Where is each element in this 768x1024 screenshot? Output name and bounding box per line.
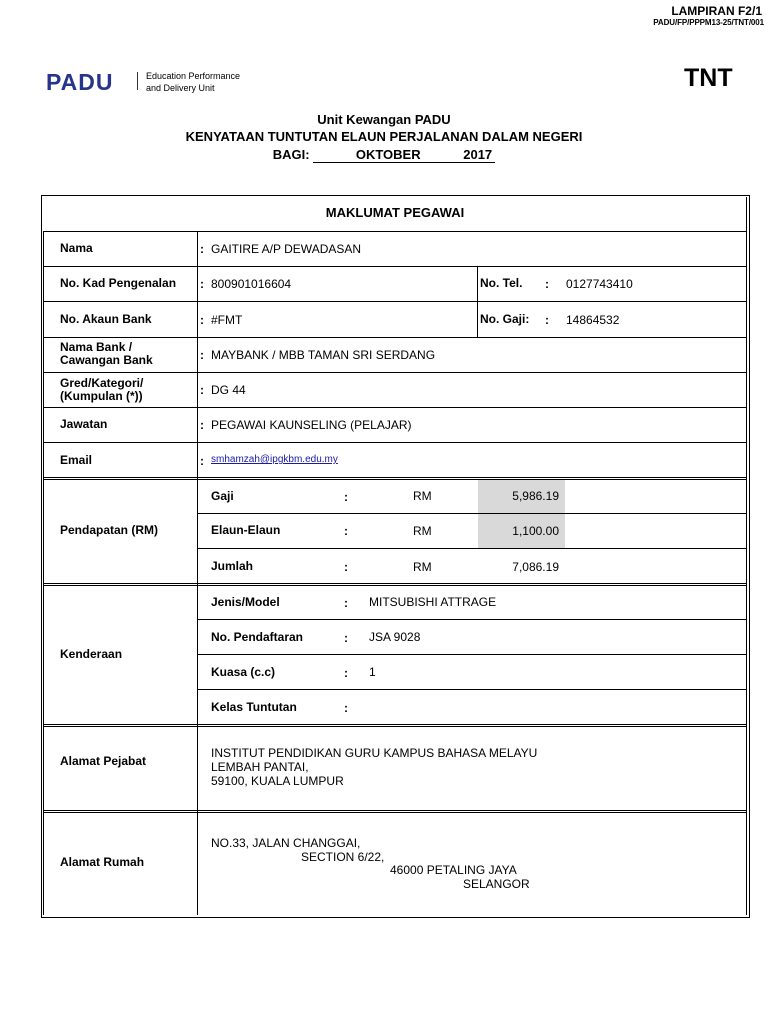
gaji-no-value: 14864532 (566, 313, 620, 327)
colon: : (200, 418, 204, 432)
colon: : (545, 313, 549, 327)
pendapatan-gaji-label: Gaji (211, 489, 234, 503)
currency-label: RM (413, 560, 432, 574)
column-divider (43, 231, 44, 915)
lampiran-label: LAMPIRAN F2/1 (671, 4, 762, 18)
colon: : (200, 454, 204, 468)
no-pendaftaran-label: No. Pendaftaran (211, 630, 304, 644)
bank-label-line1: Nama Bank / (60, 340, 133, 354)
pendapatan-jumlah-label: Jumlah (211, 559, 254, 573)
colon: : (344, 596, 348, 610)
colon: : (200, 313, 204, 327)
email-label: Email (60, 453, 93, 467)
nama-label: Nama (60, 241, 93, 255)
colon: : (344, 631, 348, 645)
jenis-model-label: Jenis/Model (211, 595, 280, 609)
kad-value: 800901016604 (211, 277, 292, 291)
alamat-rumah-label: Alamat Rumah (60, 855, 145, 869)
currency-label: RM (413, 489, 432, 503)
kad-label: No. Kad Pengenalan (60, 276, 177, 290)
colon: : (344, 524, 348, 538)
colon: : (200, 242, 204, 256)
section-title: MAKLUMAT PEGAWAI (325, 205, 465, 220)
alamat-rumah-line: SECTION 6/22, (301, 850, 385, 864)
gred-label-line1: Gred/Kategori/ (60, 376, 144, 390)
unit-name-line1: Education Performance (146, 71, 241, 81)
alamat-rumah-line: NO.33, JALAN CHANGGAI, (211, 836, 361, 850)
row-divider (43, 810, 747, 811)
colon: : (344, 666, 348, 680)
row-divider (43, 372, 747, 373)
row-divider (198, 654, 747, 655)
pendapatan-elaun-label: Elaun-Elaun (211, 523, 281, 537)
gaji-amount: 5,986.19 (512, 489, 559, 503)
padu-logo (46, 70, 128, 94)
heading-unit-org: PADU (414, 112, 451, 127)
month-value: OKTOBER (313, 147, 463, 163)
kenderaan-label: Kenderaan (60, 647, 123, 661)
bank-label-line2: Cawangan Bank (60, 353, 153, 367)
bank-value: MAYBANK / MBB TAMAN SRI SERDANG (211, 348, 436, 362)
year-value: 2017 (463, 147, 495, 163)
alamat-rumah-line: SELANGOR (463, 877, 530, 891)
jumlah-amount: 7,086.19 (512, 560, 559, 574)
jenis-model-value: MITSUBISHI ATTRAGE (369, 595, 497, 609)
heading-unit (0, 112, 768, 127)
email-link[interactable]: smhamzah@ipgkbm.edu.my (211, 454, 338, 465)
heading-unit-prefix: Unit Kewangan (317, 112, 412, 127)
kuasa-label: Kuasa (c.c) (211, 665, 276, 679)
row-divider (43, 442, 747, 443)
form-code: TNT (684, 64, 733, 92)
row-divider (43, 479, 747, 480)
row-divider (43, 812, 747, 813)
jawatan-value: PEGAWAI KAUNSELING (PELAJAR) (211, 418, 412, 432)
alamat-pejabat-line: LEMBAH PANTAI, (211, 760, 309, 774)
colon: : (200, 348, 204, 362)
logo-divider (137, 72, 138, 90)
tel-label: No. Tel. (480, 276, 523, 290)
kuasa-value: 1 (369, 665, 376, 679)
row-divider (43, 301, 747, 302)
gaji-no-label: No. Gaji: (480, 312, 530, 326)
elaun-amount: 1,100.00 (512, 524, 559, 538)
bank-label (60, 341, 153, 367)
column-divider (477, 266, 478, 337)
tel-value: 0127743410 (566, 277, 633, 291)
gred-value: DG 44 (211, 383, 246, 397)
gred-label (60, 377, 143, 403)
row-divider (198, 513, 747, 514)
row-divider (198, 619, 747, 620)
logo-text: PADU (46, 70, 114, 94)
nama-value: GAITIRE A/P DEWADASAN (211, 242, 362, 256)
akaun-value: #FMT (211, 313, 243, 327)
colon: : (344, 701, 348, 715)
alamat-pejabat-line: INSTITUT PENDIDIKAN GURU KAMPUS BAHASA MELAYU (211, 746, 538, 760)
column-divider (197, 231, 198, 915)
kelas-tuntutan-label: Kelas Tuntutan (211, 700, 297, 714)
row-divider (43, 585, 747, 586)
reference-number: PADU/FP/PPPM13-25/TNT/001 (653, 18, 764, 27)
row-divider (43, 407, 747, 408)
row-divider (43, 726, 747, 727)
row-divider (43, 477, 747, 478)
heading-period (0, 147, 768, 163)
no-pendaftaran-value: JSA 9028 (369, 630, 421, 644)
gred-label-line2: (Kumpulan (*)) (60, 389, 143, 403)
alamat-pejabat-label: Alamat Pejabat (60, 754, 147, 768)
unit-name-line2: and Delivery Unit (146, 83, 215, 93)
alamat-pejabat-line: 59100, KUALA LUMPUR (211, 774, 344, 788)
bagi-label: BAGI: (272, 147, 310, 162)
row-divider (43, 583, 747, 584)
row-divider (43, 231, 747, 232)
row-divider (198, 689, 747, 690)
colon: : (344, 490, 348, 504)
row-divider (43, 337, 747, 338)
colon: : (200, 383, 204, 397)
heading-title: KENYATAAN TUNTUTAN ELAUN PERJALANAN DALAM NEGERI (185, 129, 583, 144)
row-divider (198, 548, 747, 549)
column-divider (746, 197, 747, 915)
alamat-rumah-line: 46000 PETALING JAYA (390, 863, 517, 877)
colon: : (200, 277, 204, 291)
pendapatan-label: Pendapatan (RM) (60, 523, 159, 537)
colon: : (344, 560, 348, 574)
alamat-pejabat-value (211, 746, 537, 788)
jawatan-label: Jawatan (60, 417, 108, 431)
row-divider (43, 724, 747, 725)
colon: : (545, 277, 549, 291)
row-divider (43, 266, 747, 267)
akaun-label: No. Akaun Bank (60, 312, 152, 326)
currency-label: RM (413, 524, 432, 538)
